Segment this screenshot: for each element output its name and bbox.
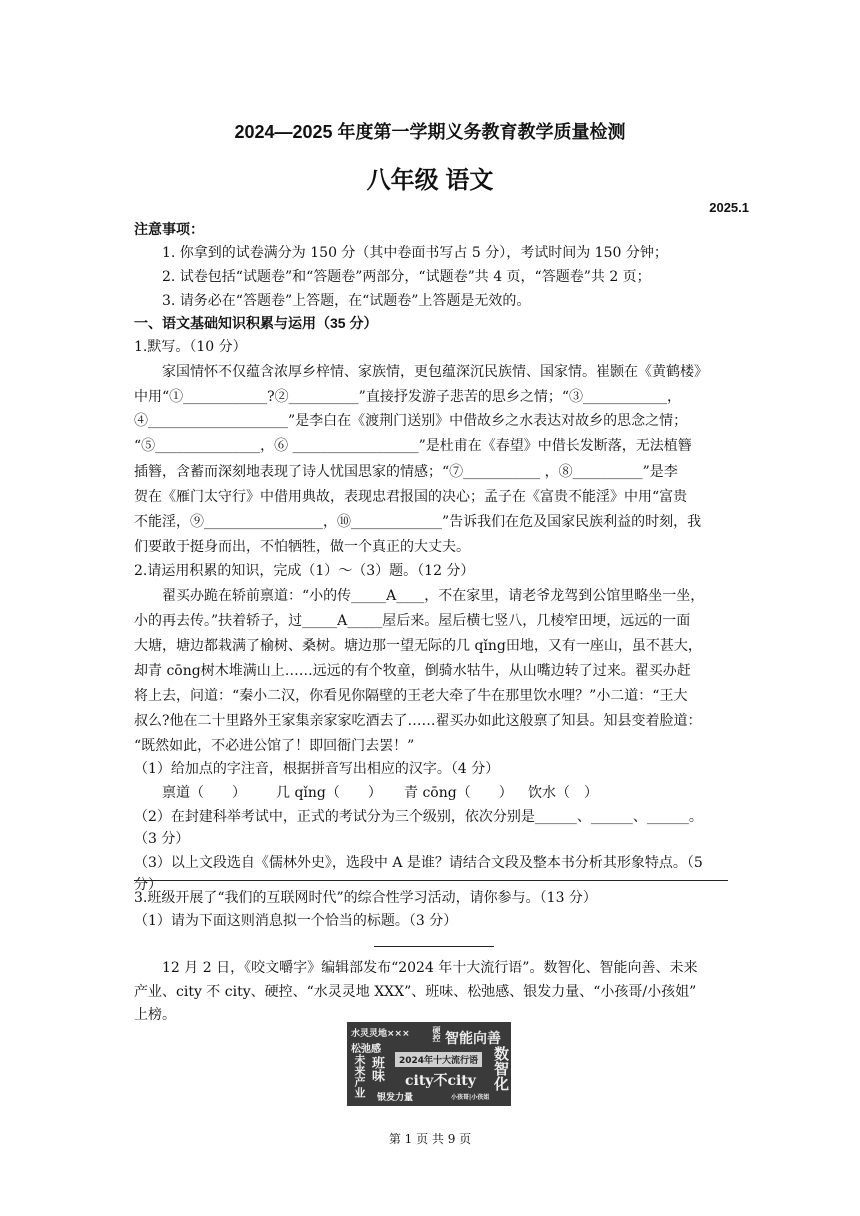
question-title: 2.请运用积累的知识，完成（1）～（3）题。（12 分） xyxy=(134,563,475,579)
question-title: 1.默写。（10 分） xyxy=(134,339,247,355)
q1-line: 不能淫，⑨_________________，⑩_____________”告诉我们在危及国家民族利益的时刻，我 xyxy=(134,514,702,530)
q2-sub3: （3）以上文段选自《儒林外史》，选段中 A 是谁？请结合文段及整本书分析其形象特点。（5 xyxy=(134,855,703,871)
img-word: 智能向善 xyxy=(445,1031,501,1047)
news-line: 12 月 2 日，《咬文嚼字》编辑部发布“2024 年十大流行语”。数智化、智能向善、未来 xyxy=(162,960,698,976)
exam-title: 2024—2025 年度第一学期义务教育教学质量检测 xyxy=(234,122,626,142)
q1-line: 家国情怀不仅蕴含浓厚乡梓情、家族情，更包蕴深沉民族情、国家情。崔颢在《黄鹤楼》 xyxy=(162,364,708,380)
divider xyxy=(134,880,728,881)
question-title: 3.班级开展了“我们的互联网时代”的综合性学习活动，请你参与。（13 分） xyxy=(134,890,597,906)
q2-sub3-score: 分） xyxy=(134,877,162,893)
news-line: 上榜。 xyxy=(134,1007,176,1023)
notice-item: 2. 试卷包括“试题卷”和“答题卷”两部分，“试题卷”共 4 页，“答题卷”共 2 页； xyxy=(162,269,651,285)
img-word: 小孩哥|小孩姐 xyxy=(451,1094,490,1101)
pinyin-item: 几 qǐng（ ） xyxy=(276,785,382,801)
q1-line: 贺在《雁门太守行》中借用典故，表现忠君报国的决心；孟子在《富贵不能淫》中用“富贵 xyxy=(134,489,688,505)
page-number: 第 1 页 共 9 页 xyxy=(388,1132,472,1146)
buzzwords-image xyxy=(347,1022,511,1106)
q2-sub2: （2）在封建科举考试中，正式的考试分为三个级别，依次分别是______、______、______。 xyxy=(134,809,703,825)
q2-line: “既然如此，不必进公馆了！即回衙门去罢！” xyxy=(134,738,415,754)
q1-line: ④____________________”是李白在《渡荆门送别》中借故乡之水表达对故乡的思念之情； xyxy=(134,413,688,429)
pinyin-item: 饮水（ ） xyxy=(528,785,598,801)
q2-sub2-score: （3 分） xyxy=(134,831,190,847)
subject-title: 八年级 语文 xyxy=(366,167,494,194)
img-word: city不city xyxy=(405,1073,476,1089)
img-word: 未来产业 xyxy=(353,1054,366,1098)
img-word: 2024年十大流行语 xyxy=(395,1052,482,1067)
img-word: 数智化 xyxy=(492,1046,510,1091)
pinyin-item: 青 cōng（ ） xyxy=(404,785,513,801)
title-blank xyxy=(374,946,494,947)
q2-line: 小的再去传。”扶着轿子，过_____A_____屋后来。屋后横七竖八，几棱窄田埂，远远的一面 xyxy=(134,613,691,629)
q1-line: “⑤_______________，⑥ __________________”是杜甫在《春望》中借长发断落，无法植簪 xyxy=(134,438,692,454)
q2-sub1: （1）给加点的字注音，根据拼音写出相应的汉字。（4 分） xyxy=(134,761,500,777)
pinyin-item: 禀道（ ） xyxy=(162,785,246,801)
news-line: 产业、city 不 city、硬控、“水灵灵地 XXX”、班味、松弛感、银发力量、“小孩哥/小孩姐” xyxy=(134,984,697,1000)
img-word: 银发力量 xyxy=(377,1093,414,1103)
q2-line: 翟买办跪在轿前禀道：“小的传_____A____，不在家里，请老爷龙驾到公馆里略坐一坐， xyxy=(162,588,705,604)
q2-line: 叔么?他在二十里路外王家集亲家家吃酒去了……翟买办如此这般禀了知县。知县变着脸道： xyxy=(134,713,702,729)
img-word: 班味 xyxy=(369,1056,384,1082)
q2-line: 大塘，塘边都栽满了榆树、桑树。塘边那一望无际的几 qǐng田地，又有一座山，虽不甚大， xyxy=(134,638,702,654)
q1-line: 插簪，含蓄而深刻地表现了诗人忧国思家的情感；“⑦___________ ，⑧__________”是李 xyxy=(134,464,678,480)
q2-line: 将上去，问道：“秦小二汉，你看见你隔壁的王老大牵了牛在那里饮水哩？”小二道：“王大 xyxy=(134,688,688,704)
q1-line: 中用“①____________?②__________”直接抒发游子悲苦的思乡之情；“③____________， xyxy=(134,389,681,405)
exam-date: 2025.1 xyxy=(709,200,749,215)
q2-line: 却青 cōng树木堆满山上……远远的有个牧童，倒骑水牯牛，从山嘴边转了过来。翟买办赶 xyxy=(134,663,691,679)
notice-item: 1. 你拿到的试卷满分为 150 分（其中卷面书写占 5 分），考试时间为 150 分钟； xyxy=(162,245,668,261)
notice-item: 3. 请务必在“答题卷”上答题，在“试题卷”上答题是无效的。 xyxy=(162,293,531,309)
img-word: 硬控 xyxy=(432,1026,441,1042)
img-word: 水灵灵地××× xyxy=(351,1029,410,1039)
section-heading: 一、语文基础知识积累与运用（35 分） xyxy=(134,315,378,331)
q3-sub1: （1）请为下面这则消息拟一个恰当的标题。（3 分） xyxy=(134,913,458,929)
notice-heading: 注意事项： xyxy=(134,221,204,237)
img-word: 松弛感 xyxy=(351,1044,381,1055)
q1-line: 们要敢于挺身而出，不怕牺牲，做一个真正的大丈夫。 xyxy=(134,539,470,555)
